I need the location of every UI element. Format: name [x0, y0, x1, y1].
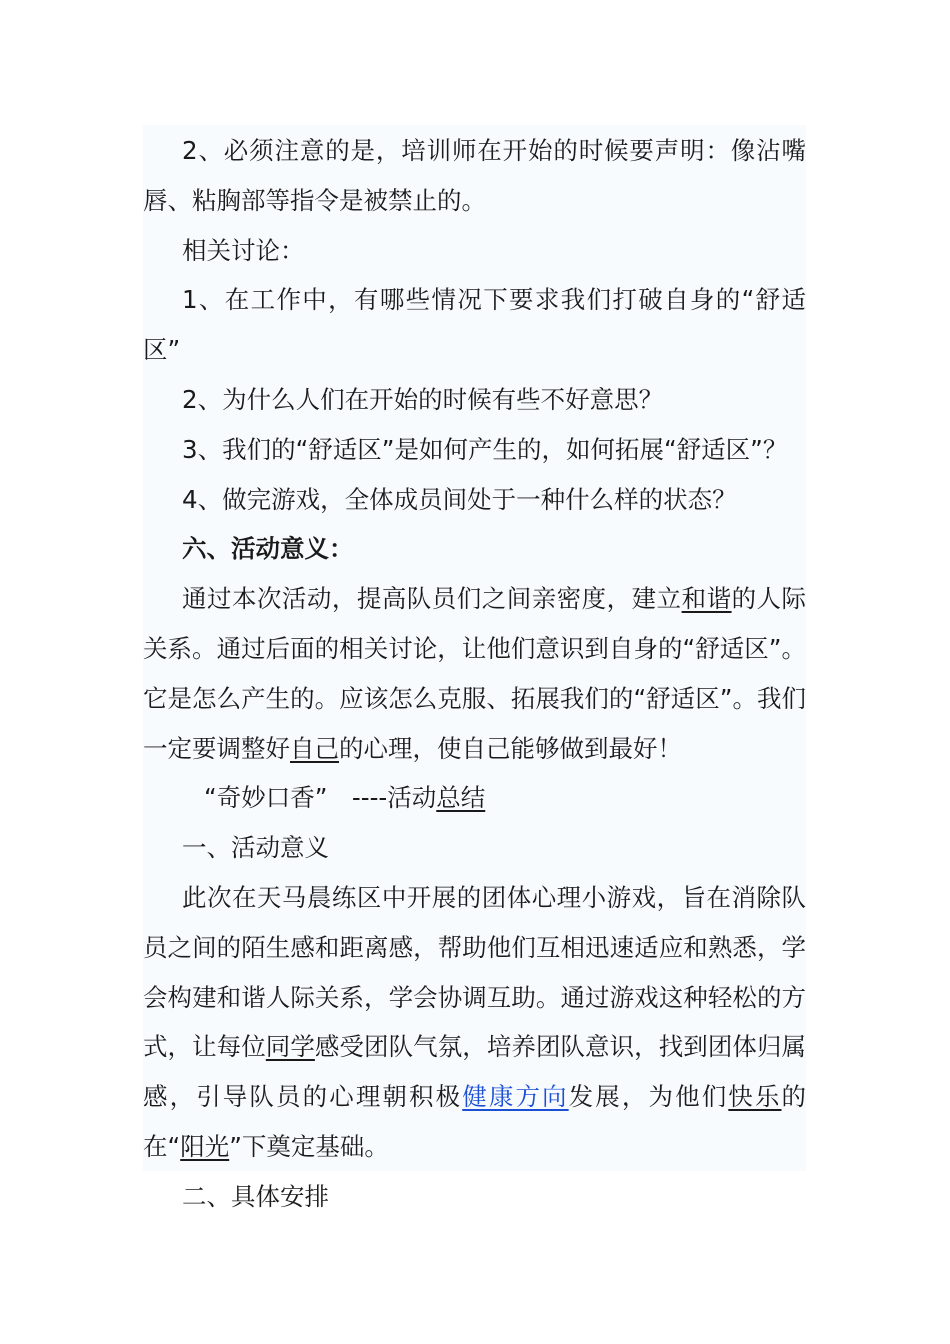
paragraph-note-2: 2、必须注意的是，培训师在开始的时候要声明：像沾嘴唇、粘胸部等指令是被禁止的。 [143, 136, 806, 215]
text-run: 通过本次活动，提高队员们之间亲密度，建立 [182, 584, 682, 614]
text-run: 的在“ [143, 1082, 807, 1161]
text-run: 感受团队气氛，培养团队意识，找到团体归属感，引导队员的心理朝积极 [143, 1032, 807, 1112]
paragraph-activity-purpose [143, 873, 806, 1172]
underlined-term: 总结 [436, 783, 486, 813]
paragraph-discussion-heading: 相关讨论： [182, 235, 305, 265]
summary-title [143, 773, 806, 823]
underlined-term: 同学 [265, 1032, 315, 1062]
text-run: 的人际关系。通过后面的相关讨论，让他们意识到自身的“舒适区”。它是怎么产生的。应该怎么克服、拓展我们的“舒适区”。我们一定要调整好 [143, 584, 807, 763]
text-run: 此次在天马晨练区中开展的团体心理小游戏，旨在消除队员之间的陌生感和距离感，帮助他们互相迅速适应和熟悉，学会构建和谐人际关系，学会协调互助。通过游戏这种轻松的方式，让每位 [143, 882, 806, 1062]
paragraph-significance [143, 574, 806, 773]
document-body [143, 125, 807, 1211]
discussion-question-4: 4、做完游戏，全体成员间处于一种什么样的状态？ [182, 484, 737, 514]
underlined-term: 自己 [290, 733, 339, 763]
section-heading-significance: 六、活动意义： [182, 534, 354, 564]
discussion-question-2: 2、为什么人们在开始的时候有些不好意思？ [182, 384, 664, 414]
text-run: ”下奠定基础。 [229, 1131, 389, 1161]
section-heading-1: 一、活动意义 [182, 833, 329, 863]
text-run: “奇妙口香” ----活动 [204, 783, 437, 813]
underlined-term: 和谐 [681, 584, 732, 614]
section-heading-2: 二、具体安排 [182, 1181, 329, 1211]
discussion-question-3: 3、我们的“舒适区”是如何产生的，如何拓展“舒适区”？ [182, 434, 788, 464]
text-run: 的心理，使自己能够做到最好！ [339, 733, 682, 763]
hyperlink[interactable]: 健康方向 [462, 1082, 569, 1112]
underlined-term: 快乐 [728, 1082, 782, 1112]
discussion-question-1: 1、在工作中，有哪些情况下要求我们打破自身的“舒适区” [143, 285, 806, 365]
text-run: 发展，为他们 [568, 1082, 729, 1112]
underlined-term: 阳光 [180, 1131, 230, 1161]
